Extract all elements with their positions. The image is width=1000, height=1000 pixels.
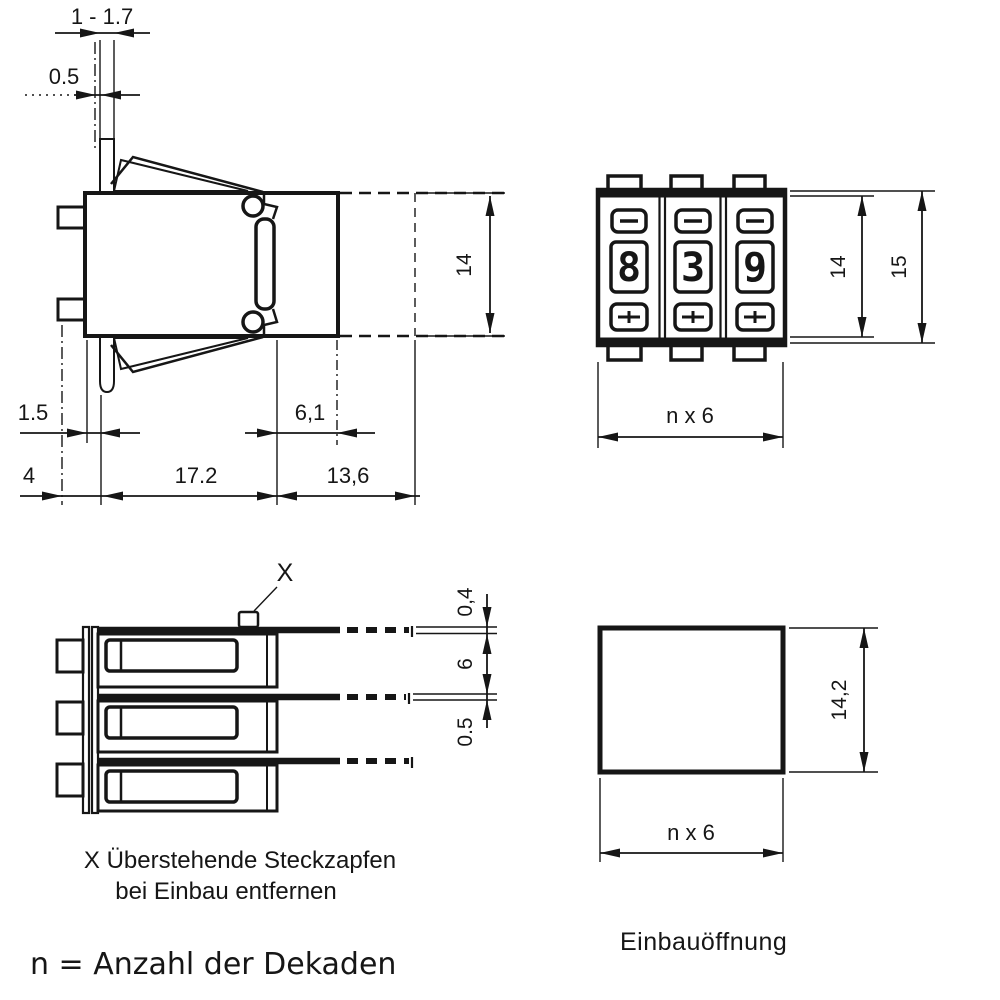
dim-label-rear-depth: 13,6 [326, 463, 370, 488]
dim-front-width [598, 362, 783, 448]
note-line-1: X Überstehende Steckzapfen [83, 847, 397, 874]
dim-side-height [453, 196, 495, 333]
module-slot [106, 771, 237, 802]
terminal-pin-lower [58, 299, 85, 320]
dim-total-height [888, 191, 927, 343]
dim-face-height [827, 196, 867, 337]
notes [30, 847, 396, 982]
side-view [18, 4, 505, 505]
dim-depth-chain [20, 463, 420, 501]
protruding-pin-tab [239, 612, 258, 627]
opening-view [600, 628, 878, 956]
rear-latch-detail [243, 194, 277, 335]
opening-caption: Einbauöffnung [620, 928, 788, 956]
dim-label-side-height: 14 [453, 253, 476, 277]
top-view [57, 559, 497, 813]
module-slot [106, 640, 237, 671]
note-line-2: bei Einbau entfernen [115, 878, 337, 905]
dim-label-pin-protrusion: 4 [22, 463, 36, 488]
dim-label-rear-notch: 6,1 [294, 400, 326, 425]
dim-opening-width [600, 820, 783, 858]
mounting-clip-bottom [111, 337, 263, 372]
digit-value: 8 [616, 245, 642, 291]
body-dashed-continuation [340, 193, 505, 336]
front-view [598, 176, 935, 448]
dim-label-blade-spacing: 6 [454, 658, 477, 670]
plus-icon [744, 311, 766, 323]
plus-icon [618, 311, 640, 323]
decade-module-1 [611, 210, 647, 330]
dim-label-blade-thickness-lower: 0.5 [454, 717, 477, 747]
terminal-pin-upper [58, 207, 85, 228]
dim-label-opening-width: n x 6 [667, 820, 715, 845]
module-body [98, 634, 277, 687]
opening-outline [600, 628, 783, 772]
opening-extension-lines [600, 628, 878, 862]
latch-hole-top [243, 196, 263, 216]
spine [83, 627, 98, 813]
digit-value: 3 [680, 245, 706, 291]
top-view-pins [57, 640, 83, 796]
dim-label-blade-thickness: 0,4 [454, 587, 477, 617]
latch-bar [256, 219, 274, 309]
dim-label-flange-offset: 1.5 [17, 400, 49, 425]
dim-panel-thickness [55, 4, 150, 38]
dim-label-opening-height: 14,2 [828, 679, 851, 721]
dim-clip-gap [25, 64, 140, 100]
switch-body-outline [85, 193, 338, 336]
module-row-1 [98, 626, 412, 687]
steckzapfen-callout [239, 559, 294, 627]
dim-opening-height [828, 628, 869, 772]
latch-hole-bottom [243, 312, 263, 332]
side-view-extension-lines [62, 40, 505, 505]
dim-label-front-width: n x 6 [666, 403, 714, 428]
mounting-clip-top [111, 157, 263, 192]
plus-icon [682, 311, 704, 323]
module-row-2 [98, 693, 409, 752]
legend-text: n = Anzahl der Dekaden [30, 947, 397, 982]
dim-label-face-height: 14 [827, 255, 850, 279]
dim-blade-chain [454, 587, 492, 747]
callout-leader-line [254, 587, 277, 611]
dim-label-total-height: 15 [888, 255, 911, 279]
digit-value: 9 [742, 245, 768, 291]
dim-label-body-depth: 17.2 [174, 463, 218, 488]
dim-flange-offset [18, 400, 140, 438]
dim-label-gap: 0.5 [48, 64, 80, 89]
dim-label-panel-range: 1 - 1.7 [70, 4, 134, 29]
module-slot [106, 707, 237, 738]
decade-module-3 [737, 210, 773, 330]
module-row-3 [98, 757, 412, 811]
callout-mark: X [276, 559, 294, 587]
decade-module-2 [675, 210, 711, 330]
dim-rear-notch [245, 400, 375, 438]
